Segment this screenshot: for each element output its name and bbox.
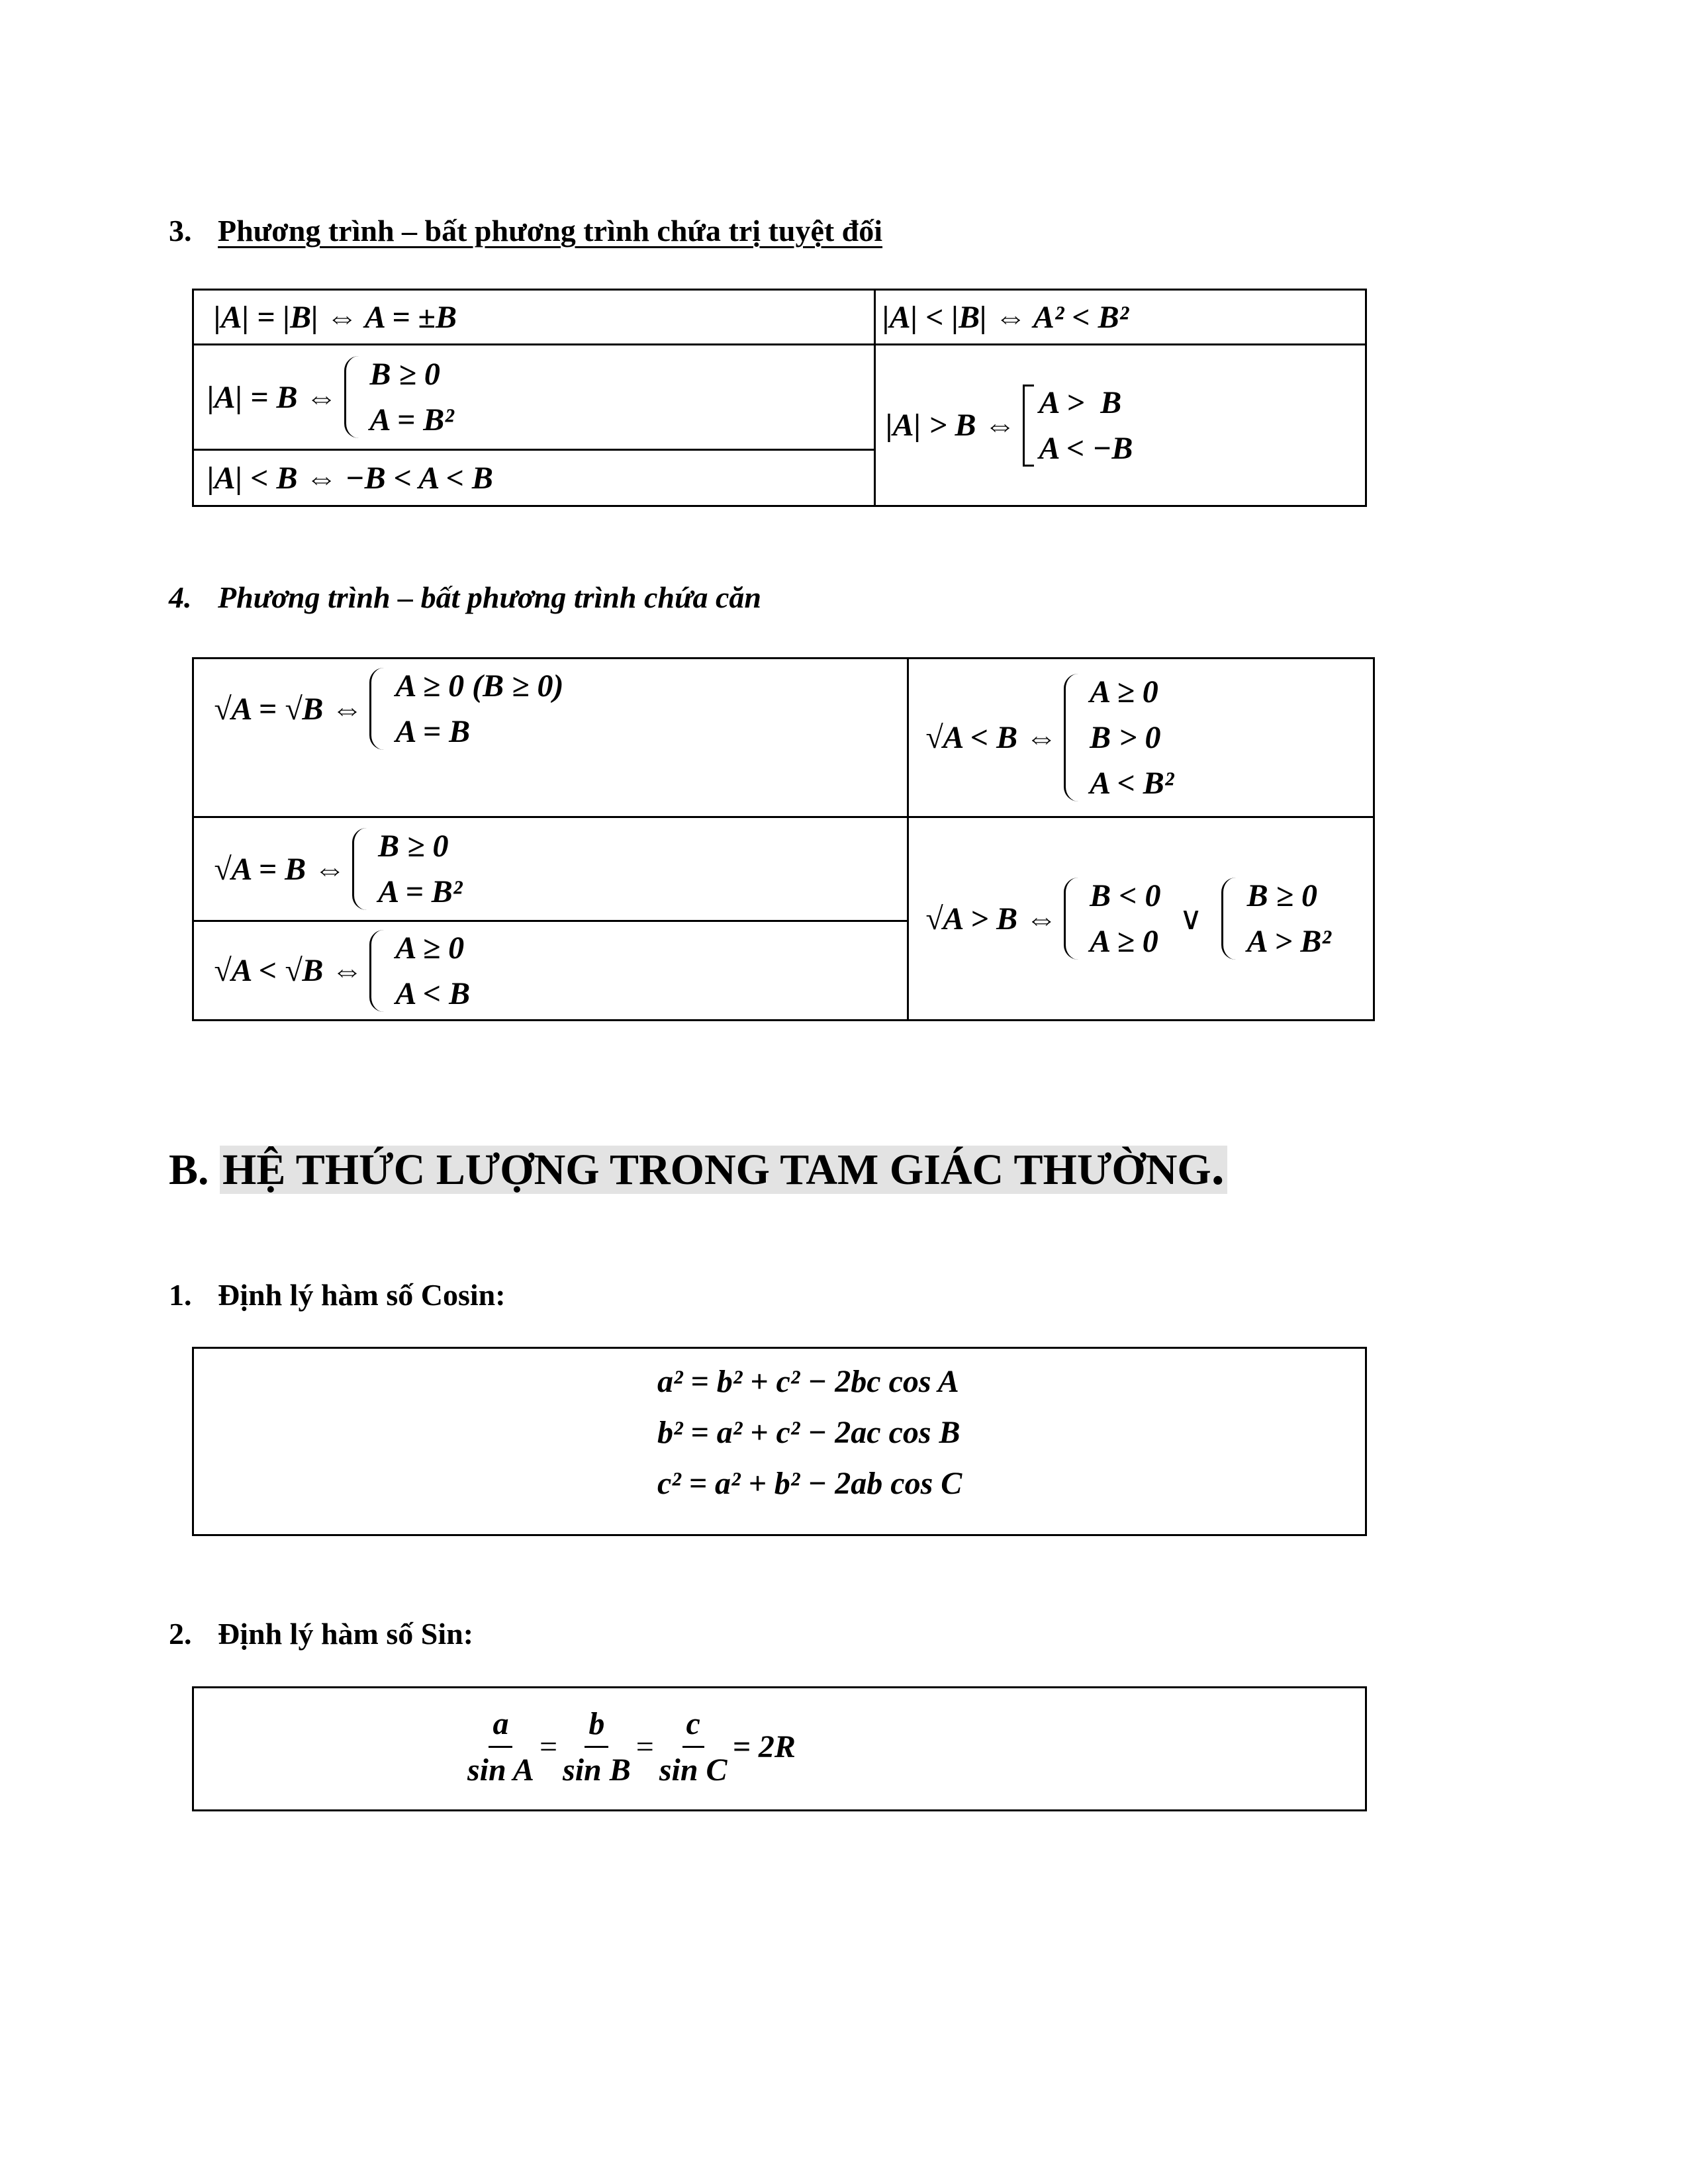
cosine-number: 1.	[169, 1278, 192, 1312]
abs-r23-right-lhs: |A| > B ⇔	[886, 408, 1016, 443]
root-r3-left	[214, 922, 902, 1019]
sine-frac-a-den: sin A	[467, 1752, 534, 1788]
sine-rhs: = 2R	[732, 1729, 796, 1764]
section-b-title: HỆ THỨC LƯỢNG TRONG TAM GIÁC THƯỜNG	[222, 1146, 1211, 1194]
abs-r2-left-lhs: |A| = B ⇔	[207, 379, 338, 415]
root-r3-left-cond2: A < B	[395, 976, 471, 1011]
root-r1-right	[925, 659, 1369, 816]
left-brace-icon	[369, 930, 390, 1012]
cosine-formula-b: b² = a² + c² − 2ac cos B	[657, 1415, 961, 1450]
root-r23-right-g1-cond1: B < 0	[1090, 878, 1161, 913]
sine-title: Định lý hàm số Sin:	[218, 1617, 474, 1651]
cosine-heading	[169, 1277, 506, 1312]
root-r23-right	[925, 818, 1376, 1019]
root-r1-right-cond1: A ≥ 0	[1090, 674, 1158, 709]
left-bracket-icon	[1023, 385, 1034, 467]
abs-r23-right-cond1: A > B	[1039, 385, 1122, 420]
section-4-title: Phương trình – bất phương trình chứa căn	[218, 580, 762, 614]
sine-eq-2: =	[635, 1729, 654, 1764]
root-r23-right-system1	[1064, 878, 1160, 960]
root-r2-left-cond2: A = B²	[378, 874, 463, 909]
left-brace-icon	[1064, 674, 1084, 801]
root-r1-left	[214, 659, 902, 758]
left-brace-icon	[1064, 878, 1084, 960]
sine-frac-b	[563, 1706, 631, 1788]
root-r1-right-cond3: A < B²	[1090, 766, 1174, 801]
sine-frac-b-den: sin B	[563, 1752, 631, 1788]
abs-table-divider-v	[874, 291, 876, 505]
abs-r2-left-cond2: A = B²	[369, 402, 454, 437]
root-r1-left-lhs: √A = √B ⇔	[214, 691, 363, 727]
left-brace-icon	[369, 668, 390, 750]
sine-frac-b-num: b	[585, 1706, 608, 1748]
root-table-divider-v	[907, 659, 909, 1019]
left-brace-icon	[344, 356, 365, 438]
root-r1-right-cond2: B > 0	[1090, 720, 1161, 755]
section-4-number: 4.	[169, 580, 192, 614]
root-table	[192, 657, 1375, 1021]
abs-r2-left-cond1: B ≥ 0	[369, 357, 440, 392]
root-r1-left-system	[369, 668, 563, 750]
section-3-title: Phương trình – bất phương trình chứa trị tuyệt đối	[218, 214, 883, 248]
abs-r1-right	[882, 291, 1359, 343]
section-4-heading	[169, 580, 761, 615]
section-b-dot: .	[1211, 1138, 1225, 1196]
root-r23-right-lhs: √A > B ⇔	[925, 901, 1058, 936]
sine-number: 2.	[169, 1617, 192, 1651]
root-r2-left-system	[352, 828, 462, 910]
root-r3-left-lhs: √A < √B ⇔	[214, 953, 363, 988]
root-r1-left-cond2: A = B	[395, 714, 471, 749]
cosine-title: Định lý hàm số Cosin:	[218, 1278, 506, 1312]
abs-r1-left	[214, 291, 869, 343]
root-r2-left-cond1: B ≥ 0	[378, 829, 449, 864]
abs-r3-left	[207, 451, 869, 505]
root-r23-right-g2-cond1: B ≥ 0	[1246, 878, 1317, 913]
cosine-box	[192, 1347, 1367, 1536]
sine-box	[192, 1686, 1367, 1811]
sine-frac-c-num: c	[682, 1706, 704, 1748]
root-r3-left-system	[369, 930, 470, 1012]
sine-frac-c-den: sin C	[659, 1752, 727, 1788]
abs-r23-right-union	[1023, 385, 1133, 467]
root-r2-left-lhs: √A = B ⇔	[214, 851, 346, 887]
left-brace-icon	[352, 828, 373, 910]
cosine-formula-a: a² = b² + c² − 2bc cos A	[657, 1364, 959, 1399]
abs-r1-right-formula: |A| < |B| ⇔ A² < B²	[882, 299, 1129, 335]
section-b-letter: B.	[169, 1146, 209, 1194]
logical-or-icon: ∨	[1179, 901, 1203, 936]
abs-r1-left-formula: |A| = |B| ⇔ A = ±B	[214, 299, 457, 335]
sine-eq-1: =	[539, 1729, 558, 1764]
root-r1-left-cond1: A ≥ 0 (B ≥ 0)	[395, 668, 564, 704]
sine-heading	[169, 1616, 473, 1651]
root-r1-right-system	[1064, 674, 1174, 801]
abs-r3-left-formula: |A| < B ⇔ −B < A < B	[207, 460, 493, 496]
sine-frac-c	[659, 1706, 727, 1788]
abs-r2-left-system	[344, 356, 454, 438]
left-brace-icon	[1221, 878, 1242, 960]
sine-formula	[462, 1694, 796, 1799]
sine-frac-a-num: a	[489, 1706, 512, 1748]
section-3-number: 3.	[169, 214, 192, 248]
abs-r23-right-cond2: A < −B	[1039, 430, 1133, 466]
root-r1-right-lhs: √A < B ⇔	[925, 720, 1058, 755]
root-r3-left-cond1: A ≥ 0	[395, 930, 465, 966]
root-r23-right-g2-cond2: A > B²	[1246, 924, 1331, 959]
section-b-title-highlight	[220, 1138, 1227, 1196]
cosine-formulas	[657, 1363, 962, 1502]
root-r23-right-system2	[1221, 878, 1331, 960]
section-3-heading	[169, 213, 882, 248]
sine-frac-a	[467, 1706, 534, 1788]
section-b-heading	[169, 1137, 1227, 1197]
cosine-formula-c: c² = a² + b² − 2ab cos C	[657, 1466, 962, 1501]
root-r23-right-g1-cond2: A ≥ 0	[1090, 924, 1158, 959]
abs-r23-right	[886, 345, 1362, 505]
abs-r2-left	[207, 345, 869, 449]
abs-value-table	[192, 289, 1367, 507]
root-r2-left	[214, 818, 902, 920]
